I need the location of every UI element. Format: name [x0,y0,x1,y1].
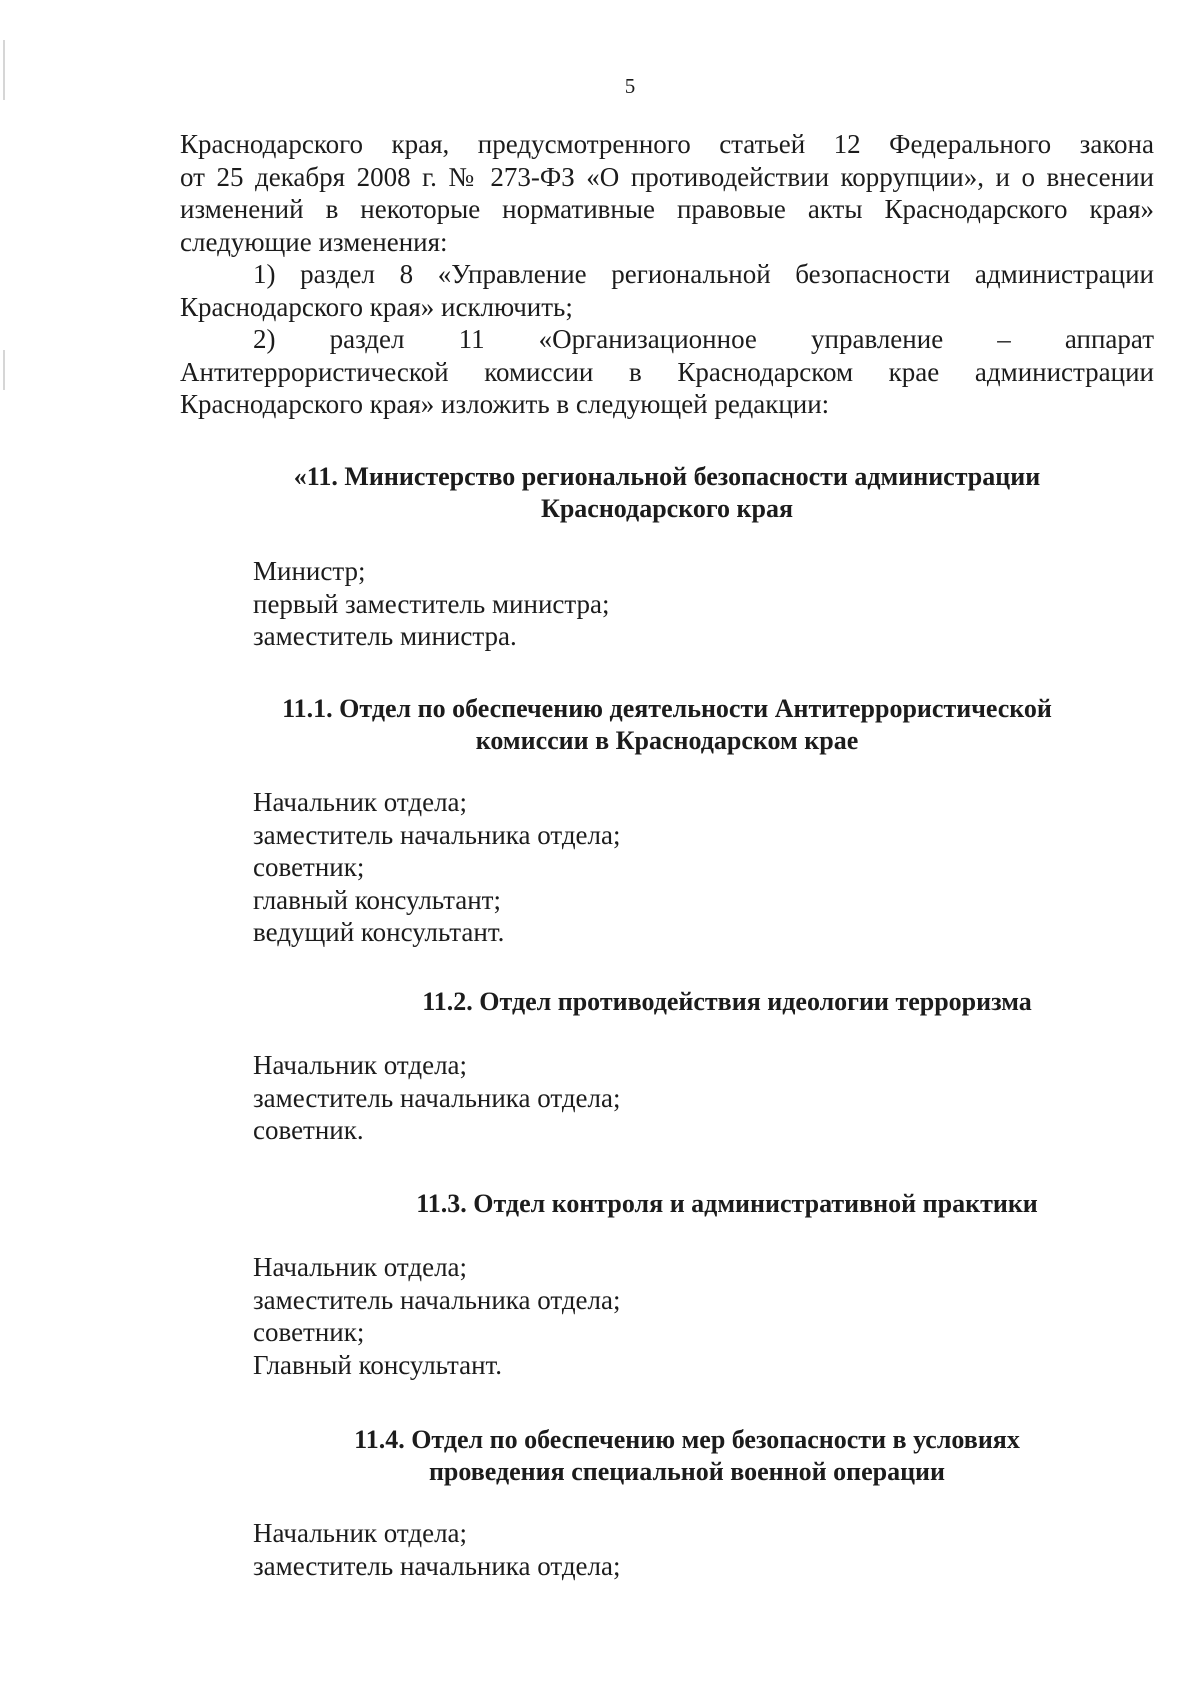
positions-list-11-3 [253,1251,621,1381]
heading-line: Краснодарского края [540,494,794,523]
intro-line: следующие изменения: [180,226,448,257]
heading-line: 11.2. Отдел противодействия идеологии терроризма [422,987,1032,1016]
position-item: Главный консультант. [253,1349,503,1380]
heading-line: комиссии в Краснодарском крае [475,726,859,755]
position-item: Начальник отдела; [253,1518,468,1548]
heading-line: «11. Министерство региональной безопасности администрации [293,462,1041,491]
amendment-item-1-cont: Краснодарского края» исключить; [180,291,573,322]
position-item: советник; [253,1317,365,1347]
position-item: Министр; [253,556,366,586]
heading-line: 11.4. Отдел по обеспечению мер безопасности в условиях [354,1425,1020,1454]
position-item: Начальник отдела; [253,1050,468,1080]
section-heading-11-3 [240,1188,1200,1220]
amendment-item-2-cont: Краснодарского края» изложить в следующей редакции: [180,389,830,419]
position-item: заместитель начальника отдела; [253,819,621,850]
section-heading-11-2 [240,986,1200,1018]
position-item: главный консультант; [253,884,501,915]
positions-list-11 [253,555,610,653]
position-item: заместитель начальника отдела; [253,1082,621,1113]
position-item: заместитель министра. [253,621,517,651]
intro-line: изменений в некоторые нормативные правовые акты Краснодарского края» [180,194,1154,224]
heading-line: 11.3. Отдел контроля и административной практики [416,1189,1038,1218]
position-item: заместитель начальника отдела; [253,1550,621,1581]
page-number: 5 [624,74,636,98]
intro-line: от 25 декабря 2008 г. № 273-ФЗ «О противодействии коррупции», и о внесении [180,161,1154,192]
heading-line: 11.1. Отдел по обеспечению деятельности Антитеррористической [282,694,1052,723]
amendment-item-2: 2) раздел 11 «Организационное управление – аппарат [253,324,1154,354]
amendment-item-2-cont: Антитеррористической комиссии в Краснодарском крае администрации [180,356,1154,387]
positions-list-11-4 [253,1517,621,1582]
position-item: ведущий консультант. [253,917,505,947]
position-item: заместитель начальника отдела; [253,1284,621,1315]
position-item: первый заместитель министра; [253,588,610,619]
position-item: советник; [253,852,365,882]
positions-list-11-1 [253,786,621,949]
amendment-item-1: 1) раздел 8 «Управление региональной безопасности администрации [253,259,1154,289]
section-heading-11-4 [200,1424,1174,1488]
scan-margin-mark [3,350,5,390]
heading-line: проведения специальной военной операции [428,1457,946,1486]
section-heading-11 [180,461,1154,525]
intro-paragraph [180,128,1154,421]
position-item: советник. [253,1115,364,1145]
section-heading-11-1 [180,693,1154,757]
position-item: Начальник отдела; [253,1252,468,1282]
intro-line: Краснодарского края, предусмотренного статьей 12 Федерального закона [180,129,1154,159]
positions-list-11-2 [253,1049,621,1147]
position-item: Начальник отдела; [253,787,468,817]
